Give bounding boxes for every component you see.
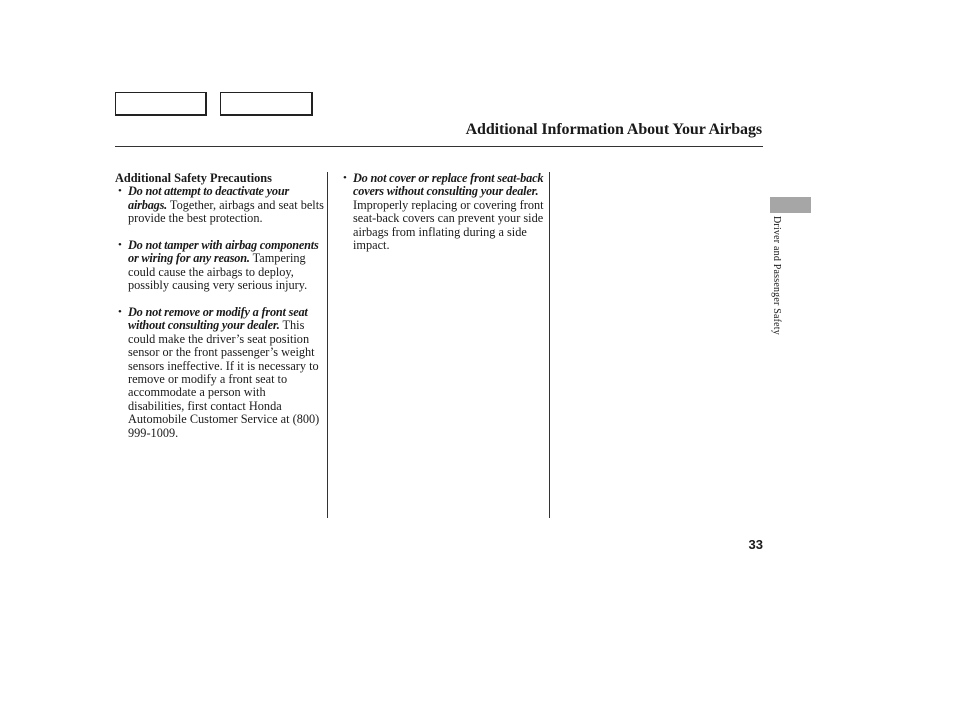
middle-column: [340, 172, 546, 252]
title-divider: [115, 146, 763, 147]
item-text: This could make the driver’s seat position sensor or the front passenger’s weight sensors ineffective. If it is necessary to remove or modify a front seat to accommodate a person with disabilities, first contact Honda Automobile Customer Service at (800) 999-1009.: [128, 318, 320, 440]
warning-emphasis: Do not cover or replace front seat-back covers without consulting your dealer.: [353, 171, 544, 199]
list-item: [115, 185, 325, 225]
bullet-icon: •: [118, 185, 122, 198]
item-text: Together, airbags and seat belts provide the best protection.: [128, 197, 324, 226]
index-button[interactable]: [220, 92, 313, 116]
list-item: [115, 239, 325, 293]
bullet-icon: •: [118, 306, 122, 319]
main-menu-button[interactable]: [115, 92, 207, 116]
page-title: Additional Information About Your Airbags: [465, 121, 762, 138]
warning-emphasis: Do not remove or modify a front seat without consulting your dealer.: [128, 305, 308, 333]
list-item: [115, 306, 325, 440]
page-number: 33: [748, 537, 763, 552]
column-divider: [549, 172, 550, 518]
chapter-label: Driver and Passenger Safety: [771, 216, 782, 335]
left-column: [115, 172, 325, 440]
item-text: Improperly replacing or covering front seat-back covers can prevent your side airbags from inflating during a side impact.: [353, 197, 544, 253]
bullet-icon: •: [343, 172, 347, 184]
chapter-tab[interactable]: [770, 197, 811, 213]
warning-emphasis: Do not attempt to deactivate your airbags.: [128, 184, 290, 212]
section-heading: Additional Safety Precautions: [115, 171, 272, 185]
item-text: Tampering could cause the airbags to deploy, possibly causing very serious injury.: [128, 251, 308, 293]
warning-emphasis: Do not tamper with airbag components or wiring for any reason.: [128, 238, 319, 266]
bullet-icon: •: [118, 239, 122, 252]
list-item: [340, 172, 546, 252]
column-divider: [327, 172, 328, 518]
